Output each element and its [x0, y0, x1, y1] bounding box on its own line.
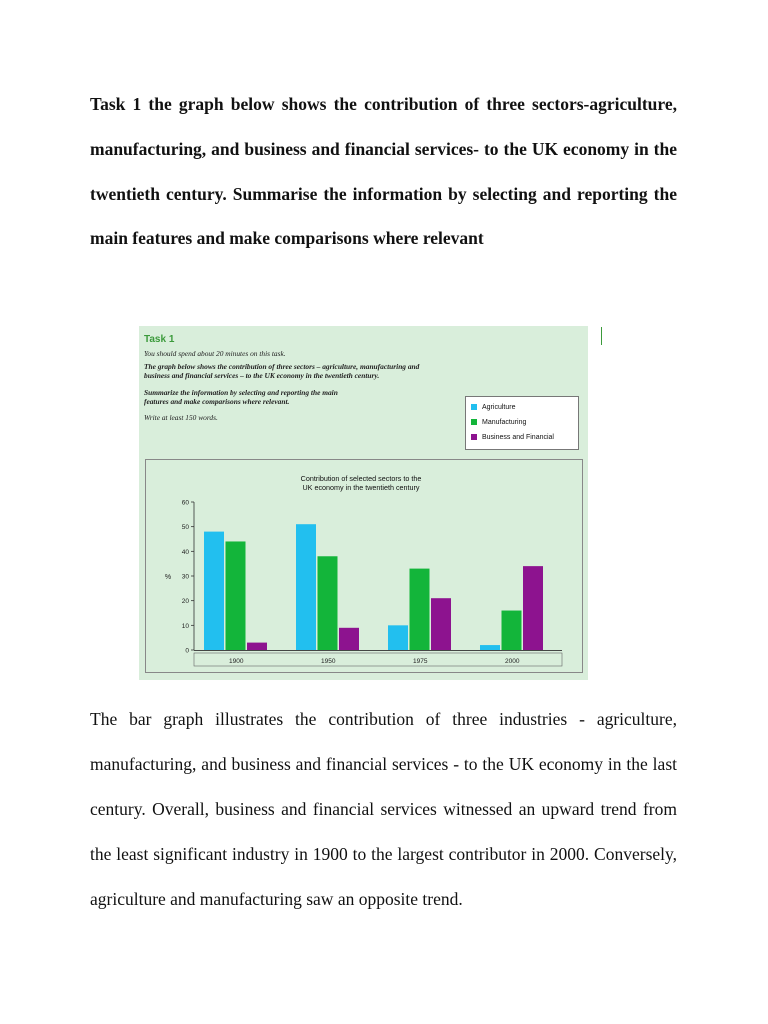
- bar-agriculture-1975: [388, 625, 408, 650]
- y-tick-label: 60: [181, 499, 189, 507]
- bar-agriculture-2000: [480, 645, 500, 650]
- task-card-prompt-line-2: business and financial services – to the UK economy in the twentieth century.: [144, 371, 380, 380]
- task-card-image: [139, 326, 588, 680]
- chart-title-line-1: Contribution of selected sectors to the: [300, 474, 422, 483]
- legend-swatch-business-financial: [471, 434, 477, 440]
- legend-item-manufacturing: [471, 417, 526, 427]
- chart-frame: [145, 459, 583, 673]
- x-tick-label: 2000: [505, 658, 520, 665]
- y-tick-label: 30: [181, 573, 189, 581]
- chart-legend: [465, 396, 579, 450]
- bar-manufacturing-2000: [502, 611, 522, 650]
- task-card-instruction-line-2: features and make comparisons where relevant.: [144, 397, 290, 406]
- y-tick-label: 0: [185, 647, 189, 655]
- legend-label-manufacturing: Manufacturing: [482, 418, 527, 426]
- task-prompt: Task 1 the graph below shows the contribution of three sectors-agriculture, manufacturing, and business and financial services- to the UK economy in the twentieth century. Summarise the information by selecting and reporting the main features and make comparisons where relevant: [90, 94, 677, 249]
- x-tick-label: 1900: [229, 658, 244, 665]
- x-tick-label: 1950: [321, 658, 336, 665]
- y-tick-label: 10: [181, 622, 189, 630]
- bar-manufacturing-1950: [318, 556, 338, 650]
- y-tick-label: 40: [181, 548, 189, 556]
- bar-business-and-financial-1975: [431, 598, 451, 650]
- legend-label-business-financial: Business and Financial: [482, 433, 554, 441]
- legend-label-agriculture: Agriculture: [482, 403, 516, 411]
- answer-paragraph: The bar graph illustrates the contribution of three industries - agriculture, manufacturing, and business and financial services - to the UK economy in the last century. Overall, business and financial services witnessed an upward trend from the least significant industry in 1900 to the largest contributor in 2000. Conversely, agriculture and manufacturing saw an opposite trend.: [90, 709, 677, 909]
- bar-business-and-financial-2000: [523, 566, 543, 650]
- x-tick-label: 1975: [413, 658, 428, 665]
- x-axis-line: [194, 650, 562, 651]
- legend-swatch-agriculture: [471, 404, 477, 410]
- legend-item-business-financial: [471, 432, 554, 442]
- y-tick-label: 20: [181, 598, 189, 606]
- bar-agriculture-1950: [296, 524, 316, 650]
- bar-agriculture-1900: [204, 532, 224, 650]
- legend-swatch-manufacturing: [471, 419, 477, 425]
- bar-business-and-financial-1900: [247, 643, 267, 650]
- margin-marker: [601, 327, 602, 345]
- bar-manufacturing-1975: [410, 569, 430, 650]
- legend-item-agriculture: [471, 402, 515, 412]
- task-card-word-count: Write at least 150 words.: [144, 413, 218, 422]
- bar-manufacturing-1900: [226, 541, 246, 650]
- bar-business-and-financial-1950: [339, 628, 359, 650]
- y-axis-label: %: [164, 574, 172, 581]
- chart-title-line-2: UK economy in the twentieth century: [302, 483, 420, 492]
- task-card-instruction-line-1: Summarize the information by selecting and reporting the main: [144, 388, 338, 397]
- task-card-heading: Task 1: [144, 334, 175, 345]
- bar-chart: [146, 460, 582, 672]
- task-card-time-line: You should spend about 20 minutes on this task.: [144, 349, 286, 358]
- task-card-prompt-line-1: The graph below shows the contribution of three sectors – agriculture, manufacturing and: [144, 362, 420, 371]
- y-tick-label: 50: [181, 524, 189, 532]
